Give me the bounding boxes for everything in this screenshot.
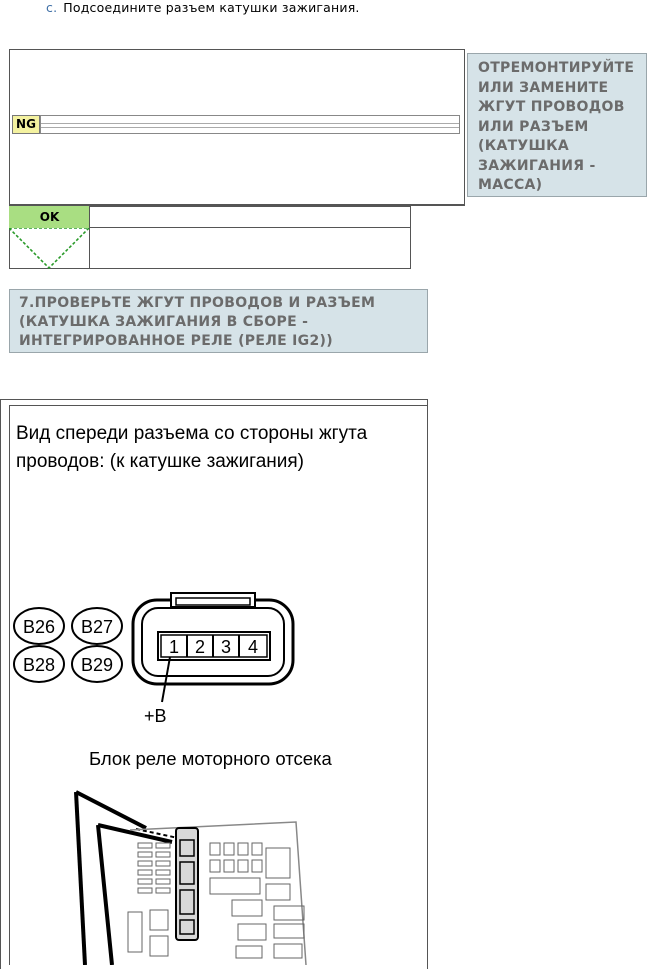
diagram-inner-border-top: [9, 405, 428, 406]
step-7-line: 7.ПРОВЕРЬТЕ ЖГУТ ПРОВОДОВ И РАЗЪЕМ: [19, 295, 376, 311]
ng-arrow-bar: [40, 115, 460, 134]
ng-action-line: ОТРЕМОНТИРУЙТЕ: [478, 60, 635, 76]
ng-frame-bottom: [9, 199, 465, 206]
ng-action-line: МАССА): [478, 177, 543, 193]
pin-number: 1: [168, 637, 180, 657]
ng-action-line: ИЛИ ЗАМЕНИТЕ: [478, 79, 609, 96]
connector-view-caption: [16, 420, 416, 476]
ng-action-line: ИЛИ РАЗЪЕМ: [478, 118, 589, 135]
step-c-letter: c.: [46, 0, 58, 15]
pin-1-label: +B: [144, 706, 167, 726]
ok-divider-horizontal: [89, 227, 411, 228]
ok-down-arrow-icon: [9, 228, 90, 270]
connector-code-b26: [14, 608, 64, 644]
ok-label: OK: [9, 206, 90, 228]
ignition-coil-connector-icon: [133, 593, 293, 702]
ng-action-line: (КАТУШКА: [478, 138, 569, 154]
connector-code-b28: [14, 646, 64, 682]
pin-number: 4: [247, 637, 259, 657]
step-c-text: Подсоедините разъем катушки зажигания.: [63, 0, 360, 15]
pin-number: 3: [220, 637, 232, 657]
ng-action-line: ЖГУТ ПРОВОДОВ: [478, 99, 625, 115]
step-7-line: (КАТУШКА ЗАЖИГАНИЯ В СБОРЕ -: [19, 314, 309, 330]
caption-line: Вид спереди разъема со стороны жгута: [16, 423, 368, 444]
relay-block-caption: Блок реле моторного отсека: [89, 748, 332, 769]
connector-code-label: B29: [80, 655, 114, 675]
engine-relay-block-icon: [76, 792, 306, 965]
step-c-instruction: [46, 0, 360, 15]
step-7-heading: [9, 289, 428, 353]
connector-code-label: B28: [22, 655, 56, 675]
ng-action-line: ЗАЖИГАНИЯ -: [478, 157, 596, 174]
connector-code-b29: [72, 646, 122, 682]
step-7-line: ИНТЕГРИРОВАННОЕ РЕЛЕ (РЕЛЕ IG2)): [19, 333, 333, 349]
connector-code-label: B26: [22, 617, 56, 637]
ng-action-box: [467, 53, 647, 197]
connector-code-b27: [72, 608, 122, 644]
caption-line: проводов: (к катушке зажигания): [16, 451, 304, 472]
connector-code-label: B27: [80, 617, 114, 637]
pin-number: 2: [194, 637, 206, 657]
ng-label: NG: [12, 115, 40, 134]
